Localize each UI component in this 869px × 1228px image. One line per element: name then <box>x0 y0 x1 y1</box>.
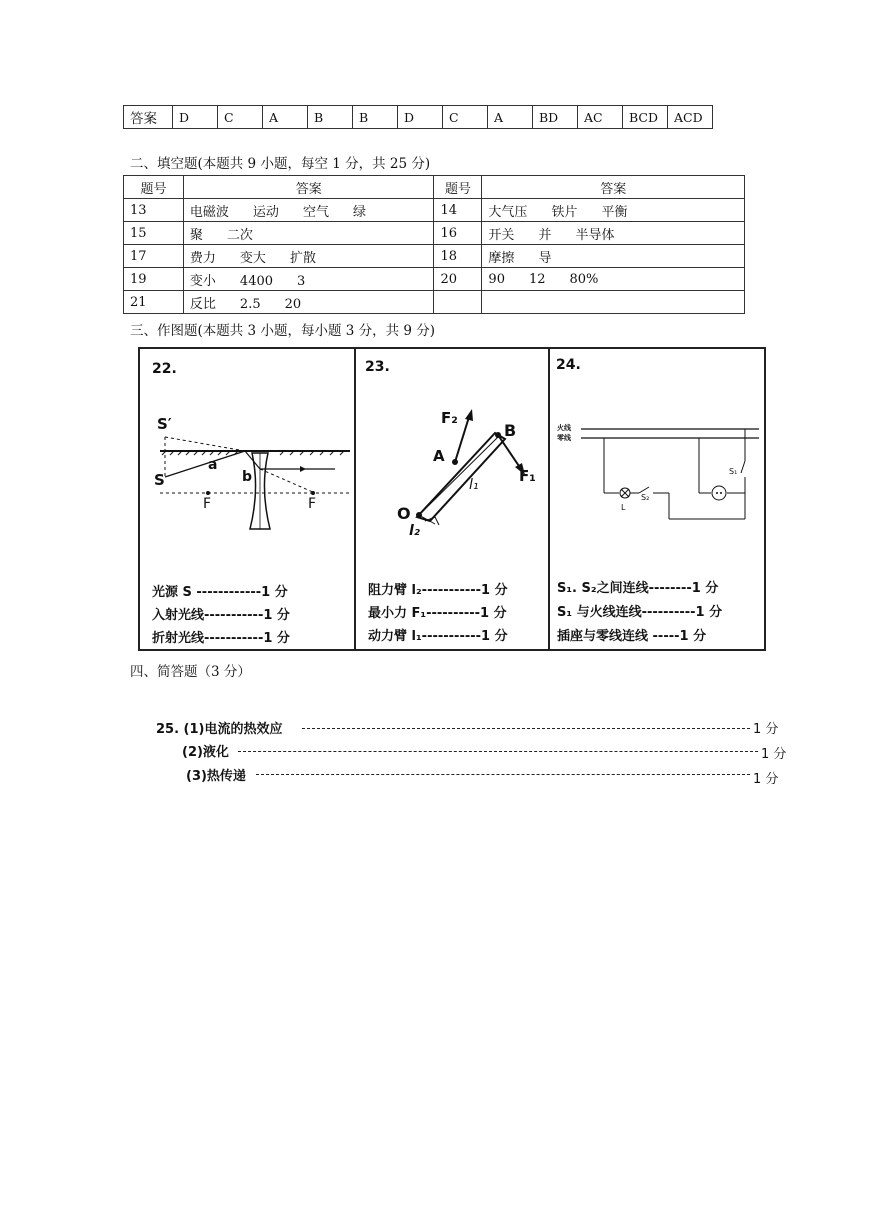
live-wire-label: 火线 <box>557 424 571 432</box>
optics-diagram <box>140 389 354 589</box>
row-label: 答案 <box>124 106 173 129</box>
dash-leader <box>256 774 750 775</box>
question-number: 23. <box>365 359 390 375</box>
answer-word: 80% <box>569 271 599 287</box>
answer-word: 摩擦 <box>488 250 515 266</box>
answer-cell: ACD <box>668 106 713 129</box>
score-line: 折射光线-----------1 分 <box>152 631 290 646</box>
score-line: 动力臂 l₁-----------1 分 <box>368 629 508 644</box>
short-answer-item: (3)热传递 <box>186 769 246 784</box>
answer-word: 12 <box>528 271 546 287</box>
table-row <box>124 199 745 222</box>
table-row <box>124 291 745 314</box>
header-question-no: 题号 <box>434 176 482 199</box>
answer-word: 2.5 <box>239 296 261 312</box>
answer-cell <box>183 291 434 314</box>
circuit-diagram <box>549 389 764 589</box>
answer-cell <box>482 245 745 268</box>
answer-cell: BD <box>533 106 578 129</box>
table-header-row <box>124 176 745 199</box>
table-row <box>124 106 713 129</box>
answer-cell <box>482 268 745 291</box>
question-number-cell: 17 <box>124 245 184 268</box>
item-score: 1 分 <box>761 747 787 762</box>
arm-l1-label: l₁ <box>469 477 479 493</box>
answer-word: 变大 <box>239 250 266 266</box>
header-answer: 答案 <box>482 176 745 199</box>
section-title: 四、简答题（3 分） <box>130 664 251 680</box>
answer-word: 电磁波 <box>189 204 229 220</box>
short-answer-item: (2)液化 <box>182 745 229 760</box>
answer-word: 变小 <box>189 273 216 289</box>
answer-word: 平衡 <box>601 204 628 220</box>
answer-word: 大气压 <box>488 204 528 220</box>
answer-word: 运动 <box>252 204 279 220</box>
question-number-cell: 21 <box>124 291 184 314</box>
question-number-cell: 14 <box>434 199 482 222</box>
force-f2-label: F₂ <box>441 409 458 427</box>
answer-word: 铁片 <box>551 204 578 220</box>
score-line: S₁. S₂之间连线--------1 分 <box>557 581 719 596</box>
panel-24 <box>549 349 764 649</box>
arm-l2-label: l₂ <box>409 523 420 539</box>
score-line: 最小力 F₁----------1 分 <box>368 606 507 621</box>
point-b-label: B <box>504 421 517 440</box>
question-number-cell: 19 <box>124 268 184 291</box>
answer-word: 费力 <box>189 250 216 266</box>
answer-cell: D <box>398 106 443 129</box>
answer-cell <box>482 291 745 314</box>
answer-cell: C <box>443 106 488 129</box>
section-title: 二、填空题(本题共 9 小题，每空 1 分，共 25 分) <box>130 156 431 172</box>
answer-word: 绿 <box>352 204 366 220</box>
switch-s2-label: S₂ <box>641 493 650 502</box>
answer-cell <box>482 199 745 222</box>
question-number-cell <box>434 291 482 314</box>
point-b-label: b <box>242 469 253 485</box>
answer-word: 开关 <box>488 227 515 243</box>
question-number-cell: 16 <box>434 222 482 245</box>
dash-leader <box>302 728 750 729</box>
answer-cell: B <box>353 106 398 129</box>
focus-label: F <box>308 496 317 512</box>
focus-label: F <box>203 496 212 512</box>
question-number-cell: 20 <box>434 268 482 291</box>
s-label: S <box>154 471 165 489</box>
answer-cell <box>183 245 434 268</box>
question-number-cell: 13 <box>124 199 184 222</box>
dash-leader <box>238 751 758 752</box>
score-line: 光源 S ------------1 分 <box>152 585 288 600</box>
answer-word: 扩散 <box>289 250 316 266</box>
answer-word: 4400 <box>239 273 274 289</box>
answer-cell: BCD <box>623 106 668 129</box>
header-question-no: 题号 <box>124 176 184 199</box>
answer-cell: A <box>263 106 308 129</box>
section-title: 三、作图题(本题共 3 小题，每小题 3 分，共 9 分) <box>130 323 436 339</box>
question-number: 24. <box>556 357 581 373</box>
answer-word: 空气 <box>302 204 329 220</box>
table-row <box>124 268 745 291</box>
answer-cell: D <box>173 106 218 129</box>
score-line: 插座与零线连线 -----1 分 <box>557 629 707 644</box>
force-f1-label: F₁ <box>519 467 536 485</box>
table-row <box>124 245 745 268</box>
answer-cell <box>183 199 434 222</box>
answer-word: 3 <box>297 273 306 289</box>
answer-word: 20 <box>284 296 302 312</box>
question-number-cell: 18 <box>434 245 482 268</box>
header-answer: 答案 <box>183 176 434 199</box>
item-score: 1 分 <box>753 722 779 737</box>
answer-word: 90 <box>488 271 505 287</box>
short-answer-item: 25. (1)电流的热效应 <box>156 722 283 737</box>
point-a-label: A <box>433 447 445 465</box>
score-line: S₁ 与火线连线----------1 分 <box>557 605 723 620</box>
lamp-label: L <box>621 503 626 512</box>
panel-23 <box>355 349 550 649</box>
answer-word: 二次 <box>226 227 253 243</box>
point-a-label: a <box>208 457 218 473</box>
answer-cell: AC <box>578 106 623 129</box>
pivot-o-label: O <box>397 504 411 523</box>
table-row <box>124 222 745 245</box>
answer-cell: A <box>488 106 533 129</box>
drawing-answers-box <box>138 347 766 651</box>
panel-22 <box>140 349 356 649</box>
answer-cell: B <box>308 106 353 129</box>
neutral-wire-label: 零线 <box>557 434 571 442</box>
score-line: 入射光线-----------1 分 <box>152 608 290 623</box>
question-number: 22. <box>152 361 177 377</box>
choice-answer-table <box>123 105 713 129</box>
answer-word: 半导体 <box>575 227 615 243</box>
score-line: 阻力臂 l₂-----------1 分 <box>368 583 508 598</box>
answer-word: 聚 <box>189 227 203 243</box>
answer-cell <box>183 268 434 291</box>
answer-word: 导 <box>538 250 552 266</box>
item-score: 1 分 <box>753 772 779 787</box>
answer-word: 并 <box>538 227 552 243</box>
s-prime-label: S′ <box>157 415 172 433</box>
question-number-cell: 15 <box>124 222 184 245</box>
answer-cell: C <box>218 106 263 129</box>
answer-cell <box>183 222 434 245</box>
answer-cell <box>482 222 745 245</box>
switch-s1-label: S₁ <box>729 467 738 476</box>
answer-word: 反比 <box>189 296 216 312</box>
fill-blank-table <box>123 175 745 314</box>
